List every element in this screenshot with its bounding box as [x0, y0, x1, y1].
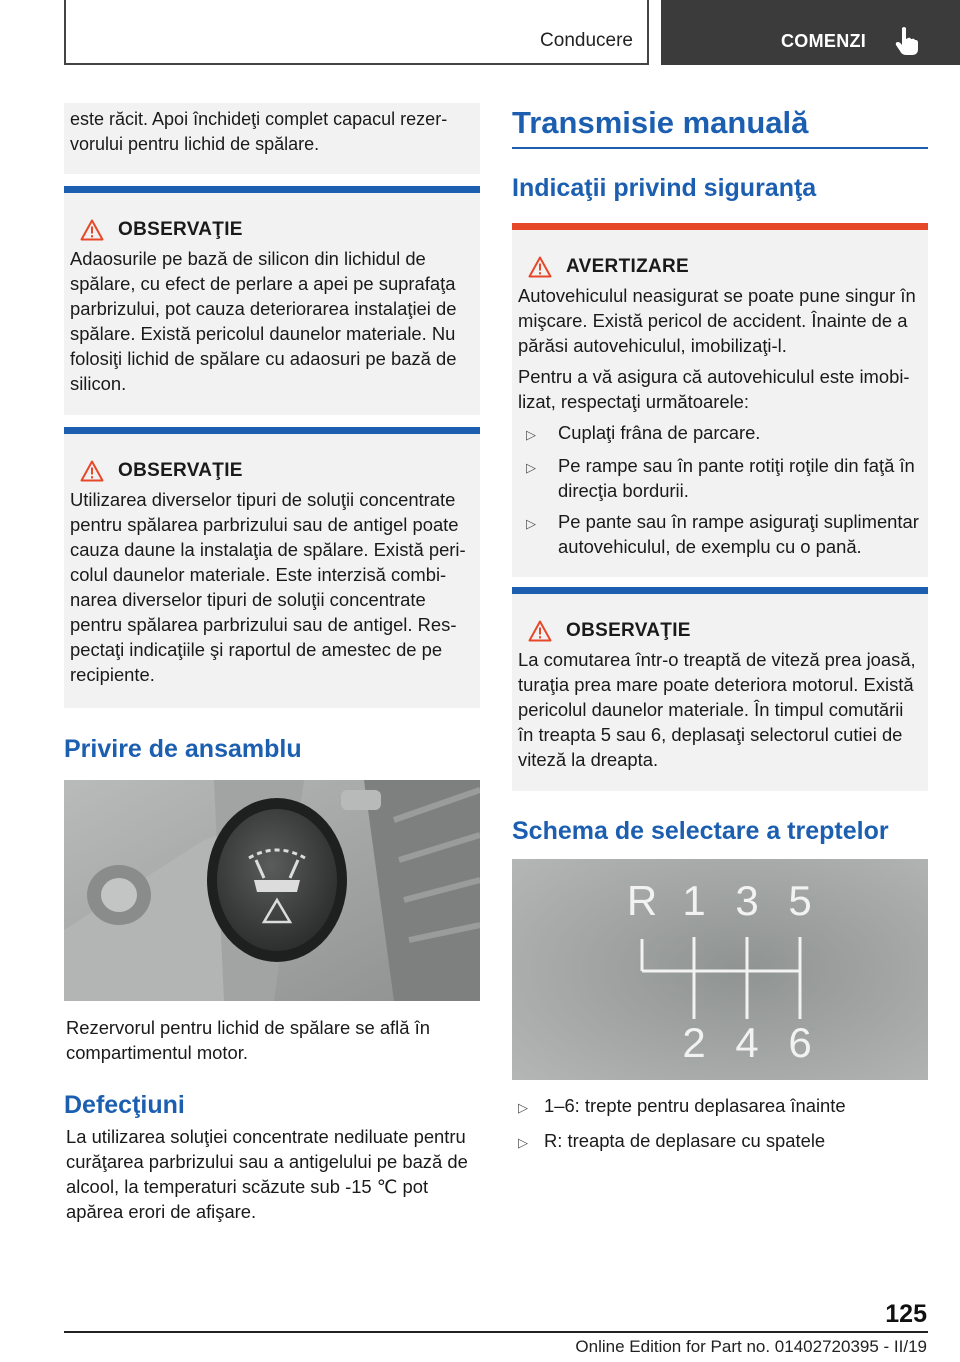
- gear-label-3: 3: [735, 877, 759, 924]
- notice-text: Utilizarea diverselor tipuri de soluţii concentrate pentru spălarea parbrizului sau de antigel poate cauza daune la instalaţia de spălare. Există pericolul daunelor materiale. Este interzisă combinarea diverselor tipuri de soluţii concentrate pentru spălarea parbrizului sau de antigel. Respectaţi indicaţiile şi raportul de amestec de pe recipiente.: [70, 489, 466, 685]
- warning-text-2: Pentru a vă asigura că autovehiculul este imobilizat, respectaţi următoarele:: [518, 366, 910, 412]
- list-item: ▷ R: treapta de deplasare cu spatele: [512, 1128, 928, 1155]
- shift-pattern-image: [512, 859, 928, 1080]
- heading-rule: [512, 147, 928, 149]
- warning-header: [518, 254, 922, 279]
- notice-text: Adaosurile pe bază de silicon din lichidul de spălare, cu efect de perlare a apei pe suprafaţa parbrizului, pot cauza deteriorarea instalaţiei de spălare. Există pericolul daunelor materiale. Nu folosiţi lichid de spălare cu adaosuri pe bază de silicon.: [70, 248, 457, 394]
- triangle-bullet-icon: ▷: [518, 1100, 528, 1115]
- safety-heading: Indicaţii privind siguranţa: [512, 174, 817, 202]
- list-item: ▷ Pe rampe sau în pante rotiţi roţile din faţă în direcţia bordurii.: [518, 453, 922, 503]
- intro-box: [64, 103, 480, 174]
- notice-title: OBSERVAŢIE: [566, 620, 691, 641]
- page-number: 125: [885, 1300, 927, 1328]
- faults-heading: Defecţiuni: [64, 1091, 185, 1119]
- gear-label-5: 5: [788, 877, 812, 924]
- main-heading: Transmisie manuală: [512, 105, 809, 140]
- right-column: [512, 103, 928, 1163]
- notice-header: [70, 217, 474, 242]
- warning-triangle-icon: [528, 256, 552, 278]
- warning-triangle-icon: [80, 460, 104, 482]
- section-tab: [64, 0, 649, 65]
- notice-title: OBSERVAŢIE: [118, 460, 243, 481]
- notice-title: OBSERVAŢIE: [118, 219, 243, 240]
- left-column: [64, 103, 480, 1224]
- warning-text-1: Autovehiculul neasigurat se poate pune singur în mişcare. Există pericol de accident. Înainte de a părăsi autovehiculul, imobilizaţi-l.: [518, 285, 916, 356]
- triangle-bullet-icon: ▷: [526, 427, 536, 442]
- faults-text: La utilizarea soluţiei concentrate nediluate pentru curăţarea parbrizului sau a antigelului pe bază de alcool, la temperaturi scăzute sub -15 ℃ pot apărea erori de afişare.: [66, 1126, 468, 1222]
- reservoir-cap-illustration: [64, 780, 480, 1001]
- warning-box: [512, 223, 928, 577]
- gear-label-r: R: [626, 877, 658, 924]
- triangle-bullet-icon: ▷: [526, 460, 536, 475]
- section-tab-label: Conducere: [540, 30, 633, 51]
- shift-pattern-heading: Schema de selectare a treptelor: [512, 817, 889, 845]
- warning-triangle-icon: [80, 219, 104, 241]
- pointing-hand-icon: [894, 26, 920, 56]
- shift-pattern-diagram: [512, 859, 928, 1080]
- list-item: ▷ Pe pante sau în rampe asiguraţi suplimentar autovehiculul, de exemplu cu o pană.: [518, 509, 922, 559]
- notice-header: [518, 618, 922, 643]
- gear-label-2: 2: [682, 1019, 706, 1066]
- notice-concentrate: [64, 427, 480, 708]
- warning-list: [518, 420, 922, 559]
- list-item: ▷ 1–6: trepte pentru deplasarea înainte: [512, 1093, 928, 1120]
- triangle-bullet-icon: ▷: [526, 516, 536, 531]
- notice-header: [70, 458, 474, 483]
- overview-heading: Privire de ansamblu: [64, 735, 302, 763]
- photo-caption: Rezervorul pentru lichid de spălare se află în compartimentul motor.: [66, 1017, 430, 1063]
- washer-reservoir-photo: [64, 780, 480, 1001]
- gear-label-1: 1: [682, 877, 706, 924]
- intro-text: este răcit. Apoi închideţi complet capacul rezervorului pentru lichid de spălare.: [70, 109, 448, 154]
- notice-silicon: [64, 186, 480, 415]
- notice-text: La comutarea într-o treaptă de viteză prea joasă, turaţia prea mare poate deteriora motorul. Există pericolul daunelor materiale. În timpul comutării în treapta 5 sau 6, deplasaţi selectorul cutiei de viteză la dreapta.: [518, 649, 916, 770]
- gear-label-6: 6: [788, 1019, 812, 1066]
- list-item: ▷ Cuplaţi frâna de parcare.: [518, 420, 922, 447]
- edition-text: Online Edition for Part no. 01402720395 - II/19: [575, 1337, 927, 1356]
- gear-legend: [512, 1093, 928, 1155]
- chapter-tab-label: COMENZI: [781, 31, 867, 51]
- warning-triangle-icon: [528, 620, 552, 642]
- footer-rule: [64, 1331, 928, 1333]
- notice-downshift: [512, 587, 928, 791]
- triangle-bullet-icon: ▷: [518, 1135, 528, 1150]
- warning-title: AVERTIZARE: [566, 256, 689, 277]
- gear-label-4: 4: [735, 1019, 759, 1066]
